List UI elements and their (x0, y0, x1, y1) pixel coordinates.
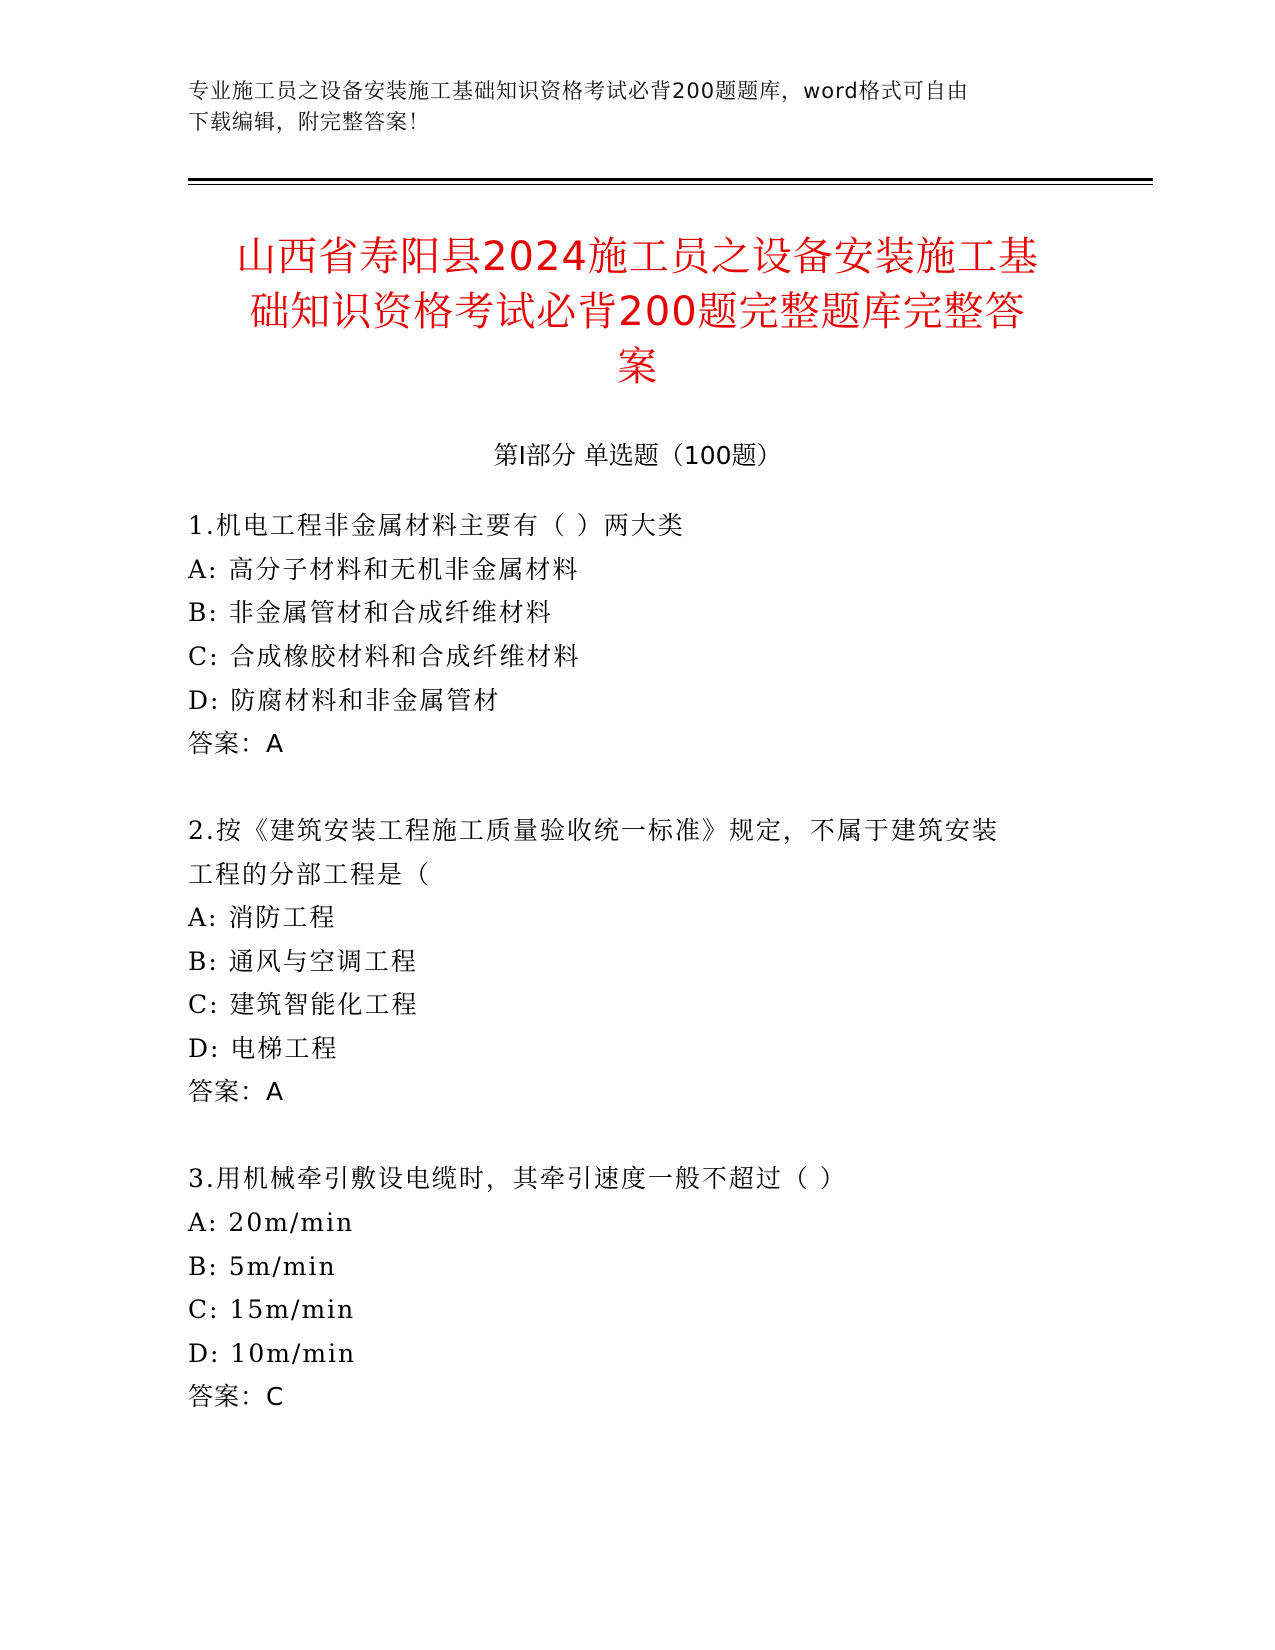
question-2-option-c: C: 建筑智能化工程 (188, 990, 419, 1019)
title-line2: 础知识资格考试必背200题完整题库完整答 (249, 289, 1026, 335)
document-title (120, 230, 1155, 395)
question-1-option-d: D: 防腐材料和非金属管材 (188, 686, 501, 715)
question-1-option-a: A: 高分子材料和无机非金属材料 (188, 555, 580, 584)
question-1-option-c: C: 合成橡胶材料和合成纤维材料 (188, 642, 581, 671)
header-note (188, 76, 1088, 138)
question-1-answer: 答案：A (188, 729, 285, 758)
header-divider-thin (188, 184, 1153, 185)
question-3-answer: 答案：C (188, 1382, 285, 1411)
header-note-line1: 专业施工员之设备安装施工基础知识资格考试必背200题题库，word格式可自由 (188, 79, 969, 103)
question-2-answer: 答案：A (188, 1077, 285, 1106)
section-heading: 第I部分 单选题（100题） (493, 441, 782, 470)
question-2-option-a: A: 消防工程 (188, 903, 337, 932)
question-3-option-a: A: 20m/min (188, 1208, 355, 1237)
title-line1: 山西省寿阳县2024施工员之设备安装施工基 (236, 234, 1039, 280)
question-2-stem-line2: 工程的分部工程是（ (188, 860, 432, 889)
question-3-option-c: C: 15m/min (188, 1295, 356, 1324)
question-3-option-b: B: 5m/min (188, 1252, 337, 1281)
question-3-option-d: D: 10m/min (188, 1339, 357, 1368)
question-2-option-d: D: 电梯工程 (188, 1034, 339, 1063)
title-line3: 案 (617, 344, 658, 390)
question-3-stem: 3.用机械牵引敷设电缆时，其牵引速度一般不超过（ ） (188, 1164, 847, 1193)
question-1-option-b: B: 非金属管材和合成纤维材料 (188, 598, 553, 627)
header-note-line2: 下载编辑，附完整答案！ (188, 110, 430, 134)
header-divider-thick (188, 178, 1153, 181)
question-2-option-b: B: 通风与空调工程 (188, 947, 418, 976)
question-2-stem-line1: 2.按《建筑安装工程施工质量验收统一标准》规定，不属于建筑安装 (188, 816, 999, 845)
question-1-stem: 1.机电工程非金属材料主要有（ ）两大类 (188, 511, 685, 540)
